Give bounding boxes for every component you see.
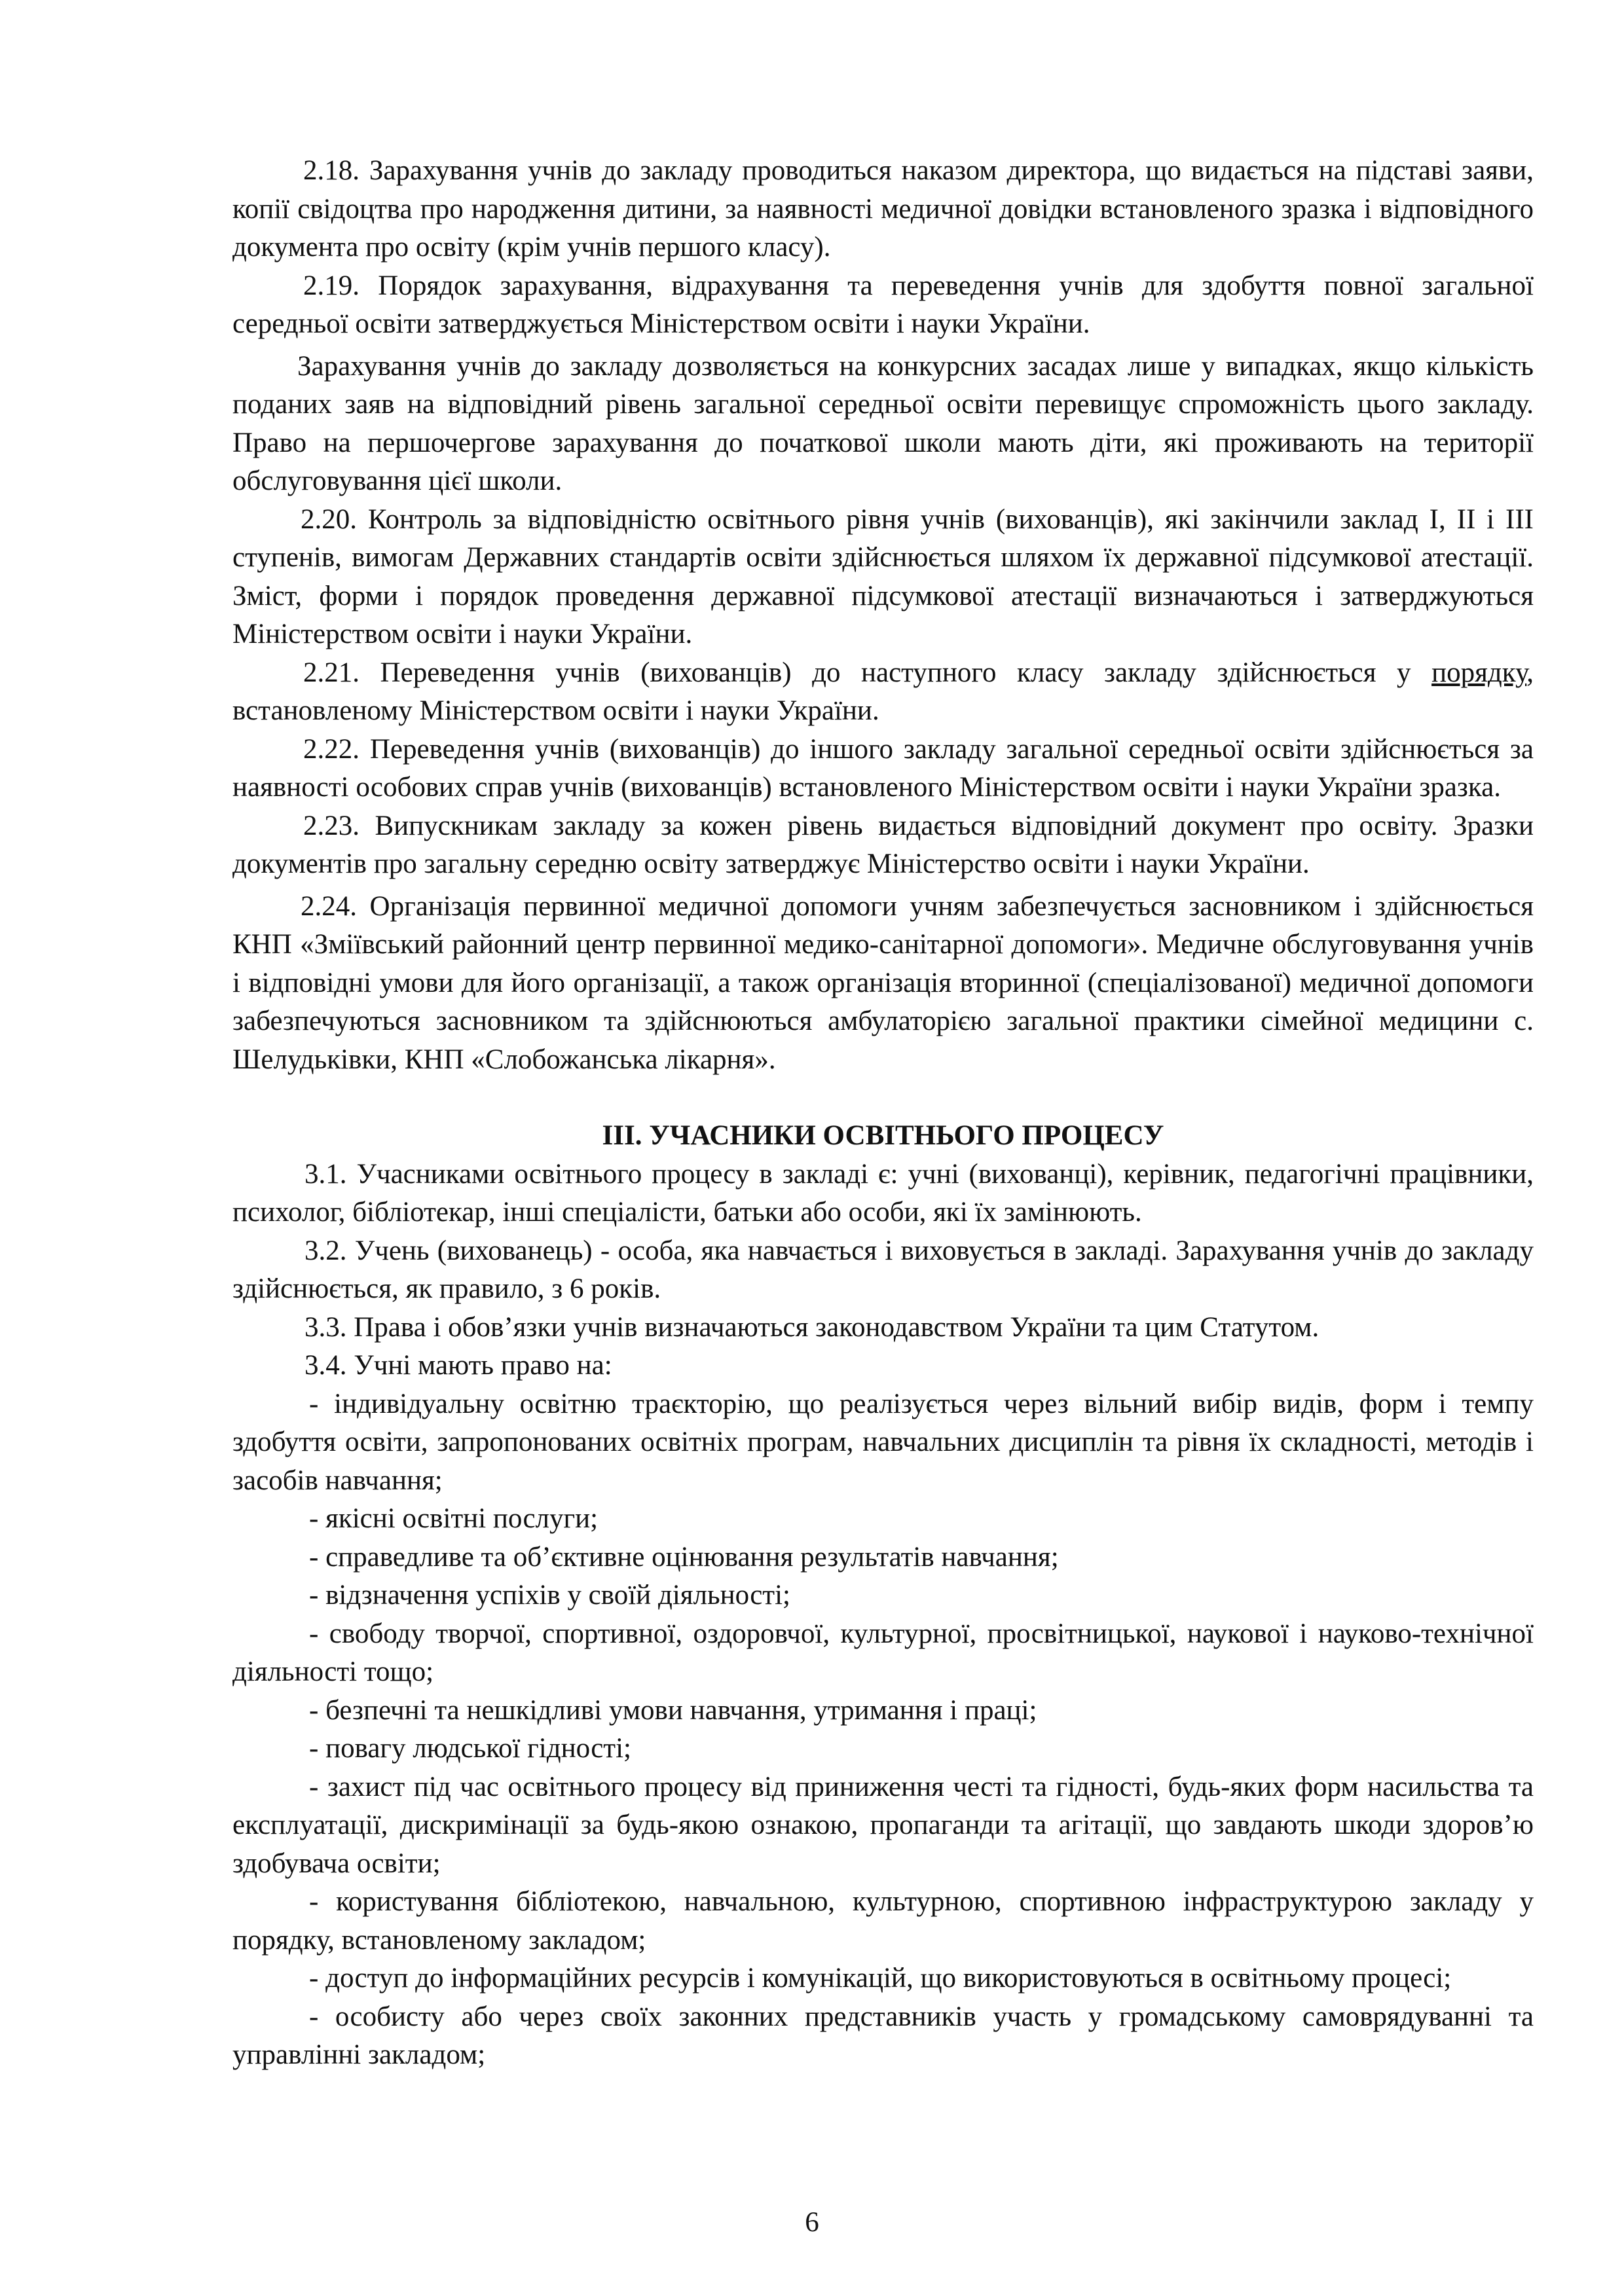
- list-item: - індивідуальну освітню траєкторію, що реалізується через вільний вибір видів, форм і темпу здобуття освіти, запропонованих освітніх програм, навчальних дисциплін та рівня їх складності, методів і засобів навчання;: [232, 1388, 1534, 1496]
- order-link[interactable]: порядку: [1431, 657, 1527, 688]
- list-item: - якісні освітні послуги;: [309, 1503, 599, 1534]
- paragraph-2-21: [232, 654, 1534, 731]
- list-item: - користування бібліотекою, навчальною, культурною, спортивною інфраструктурою закладу у порядку, встановленому закладом;: [232, 1886, 1534, 1956]
- section-heading: ІІІ. УЧАСНИКИ ОСВІТНЬОГО ПРОЦЕСУ: [602, 1120, 1164, 1151]
- list-item: - справедливе та об’єктивне оцінювання результатів навчання;: [309, 1541, 1059, 1573]
- paragraph-2-24: 2.24. Організація первинної медичної допомоги учням забезпечується засновником і здійснюється КНП «Зміївський районний центр первинної медико-санітарної допомоги». Медичне обслуговування учнів і відповідні умови для його організації, а також організація вторинної (спеціалізованої) медичної допомоги забезпечуються засновником та здійснюються амбулаторією загальної практики сімейної медицини с. Шелудьківки, КНП «Слобожанська лікарня».: [232, 890, 1534, 1075]
- list-item: - відзначення успіхів у своїй діяльності;: [309, 1580, 790, 1611]
- page-number: 6: [805, 2207, 819, 2238]
- paragraph-2-20: 2.20. Контроль за відповідністю освітнього рівня учнів (вихованців), які закінчили заклад І, ІІ і ІІІ ступенів, вимогам Державних стандартів освіти здійснюється шляхом їх державної підсумкової атестації. Зміст, форми і порядок проведення державної підсумкової атестації визначаються і затверджуються Міністерством освіти і науки України.: [232, 503, 1534, 649]
- paragraph-3-2: 3.2. Учень (вихованець) - особа, яка навчається і виховується в закладі. Зарахування учнів до закладу здійснюється, як правило, з 6 років.: [232, 1235, 1534, 1304]
- paragraph-2-21-end: , встановленому Міністерством освіти і науки України.: [232, 657, 1534, 726]
- paragraph-2-23: 2.23. Випускникам закладу за кожен рівень видається відповідний документ про освіту. Зразки документів про загальну середню освіту затверджує Міністерство освіти і науки України.: [232, 810, 1534, 879]
- paragraph-2-18: 2.18. Зарахування учнів до закладу проводиться наказом директора, що видається на підставі заяви, копії свідоцтва про народження дитини, за наявності медичної довідки встановленого зразка і відповідного документа про освіту (крім учнів першого класу).: [232, 155, 1534, 263]
- list-item: - захист під час освітнього процесу від приниження честі та гідності, будь-яких форм насильства та експлуатації, дискримінації за будь-якою ознакою, пропаганди та агітації, що завдають шкоди здоров’ю здобувача освіти;: [232, 1771, 1534, 1879]
- list-item: - особисту або через своїх законних представників участь у громадському самоврядуванні та управлінні закладом;: [232, 2001, 1534, 2070]
- paragraph-2-21-start: 2.21. Переведення учнів (вихованців) до наступного класу закладу здійснюється у: [303, 657, 1432, 688]
- list-item: - свободу творчої, спортивної, оздоровчої, культурної, просвітницької, наукової і науково-технічної діяльності тощо;: [232, 1618, 1534, 1687]
- list-item: - доступ до інформаційних ресурсів і комунікацій, що використовуються в освітньому процесі;: [309, 1963, 1452, 1994]
- list-item: - безпечні та нешкідливі умови навчання, утримання і праці;: [309, 1694, 1037, 1726]
- list-item: - повагу людської гідності;: [309, 1733, 631, 1764]
- paragraph-3-1: 3.1. Учасниками освітнього процесу в закладі є: учні (вихованці), керівник, педагогічні працівники, психолог, бібліотекар, інші спеціалісти, батьки або особи, які їх замінюють.: [232, 1158, 1534, 1228]
- paragraph-2-22: 2.22. Переведення учнів (вихованців) до іншого закладу загальної середньої освіти здійснюється за наявності особових справ учнів (вихованців) встановленого Міністерством освіти і науки України зразка.: [232, 733, 1534, 803]
- paragraph-2-19-admission: Зарахування учнів до закладу дозволяється на конкурсних засадах лише у випадках, якщо кількість поданих заяв на відповідний рівень загальної середньої освіти перевищує спроможність цього закладу. Право на першочергове зарахування до початкової школи мають діти, які проживають на території обслуговування цієї школи.: [232, 350, 1534, 496]
- paragraph-3-4: 3.4. Учні мають право на:: [304, 1350, 612, 1381]
- paragraph-3-3: 3.3. Права і обов’язки учнів визначаються законодавством України та цим Статутом.: [304, 1311, 1320, 1343]
- paragraph-2-19: 2.19. Порядок зарахування, відрахування та переведення учнів для здобуття повної загальної середньої освіти затверджується Міністерством освіти і науки України.: [232, 270, 1534, 339]
- document-page: [232, 152, 1534, 2075]
